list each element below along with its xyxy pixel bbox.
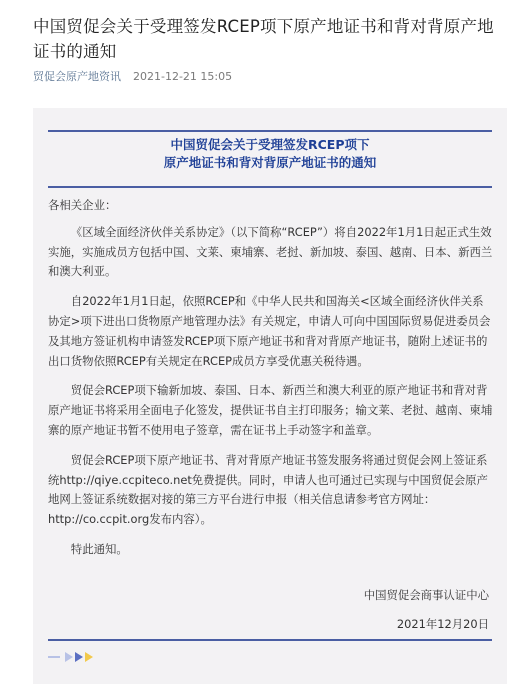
notice-paragraph-2: 自2022年1月1日起，依照RCEP和《中华人民共和国海关<区域全面经济伙伴关系协定>项下进出口货物原产地管理办法》有关规定，申请人可向中国国际贸易促进委员会及其地方签证机构申请签发RCEP项下原产地证书和背对背原产地证书，随附上述证书的出口货物依照RCEP有关规定在RCEP成员方享受优惠关税待遇。: [48, 294, 491, 368]
triangle-icon-yellow: [85, 652, 93, 662]
notice-paragraph-4: 贸促会RCEP项下原产地证书、背对背原产地证书签发服务将通过贸促会网上签证系统http://qiye.ccpiteco.net免费提供。同时，申请人也可通过已实现与中国贸促会原产地网上签证系统数据对接的第三方平台进行申报（相关信息请参考官方网址：http://co.ccpit.org发布内容）。: [48, 452, 488, 527]
notice-card: [33, 108, 507, 684]
triangle-icon-light: [65, 652, 73, 662]
notice-title: [48, 136, 492, 172]
notice-salutation: 各相关企业：: [48, 198, 117, 212]
signature-date: 2021年12月20日: [396, 617, 489, 631]
article-source-link[interactable]: 贸促会原产地资讯: [33, 70, 121, 83]
footer-dash: [48, 656, 60, 658]
notice-closing: 特此通知。: [70, 541, 128, 556]
header-divider-bottom: [48, 186, 492, 188]
triangle-icon-blue: [75, 652, 83, 662]
article-meta: [33, 68, 232, 84]
notice-title-line-1: 中国贸促会关于受理签发RCEP项下: [170, 137, 370, 152]
article-title: 中国贸促会关于受理签发RCEP项下原产地证书和背对背原产地证书的通知: [33, 17, 494, 61]
notice-paragraph-1: 《区域全面经济伙伴关系协定》（以下简称“RCEP”）将自2022年1月1日起正式生效实施，实施成员方包括中国、文莱、柬埔寨、老挝、新加坡、泰国、越南、日本、新西兰和澳大利亚。: [48, 224, 493, 279]
notice-title-line-2: 原产地证书和背对背原产地证书的通知: [163, 155, 377, 170]
signature-organization: 中国贸促会商事认证中心: [363, 588, 489, 602]
notice-paragraph-3: 贸促会RCEP项下输新加坡、泰国、日本、新西兰和澳大利亚的原产地证书和背对背原产地证书将采用全面电子化签发，提供证书自主打印服务；输文莱、老挝、越南、柬埔寨的原产地证书暂不使用电子签章，需在证书上手动签字和盖章。: [48, 383, 493, 437]
article-timestamp: 2021-12-21 15:05: [133, 69, 233, 83]
header-divider-top: [48, 130, 492, 132]
footer-decoration: [48, 652, 93, 662]
notice-body: [48, 196, 494, 570]
footer-divider: [48, 639, 492, 641]
